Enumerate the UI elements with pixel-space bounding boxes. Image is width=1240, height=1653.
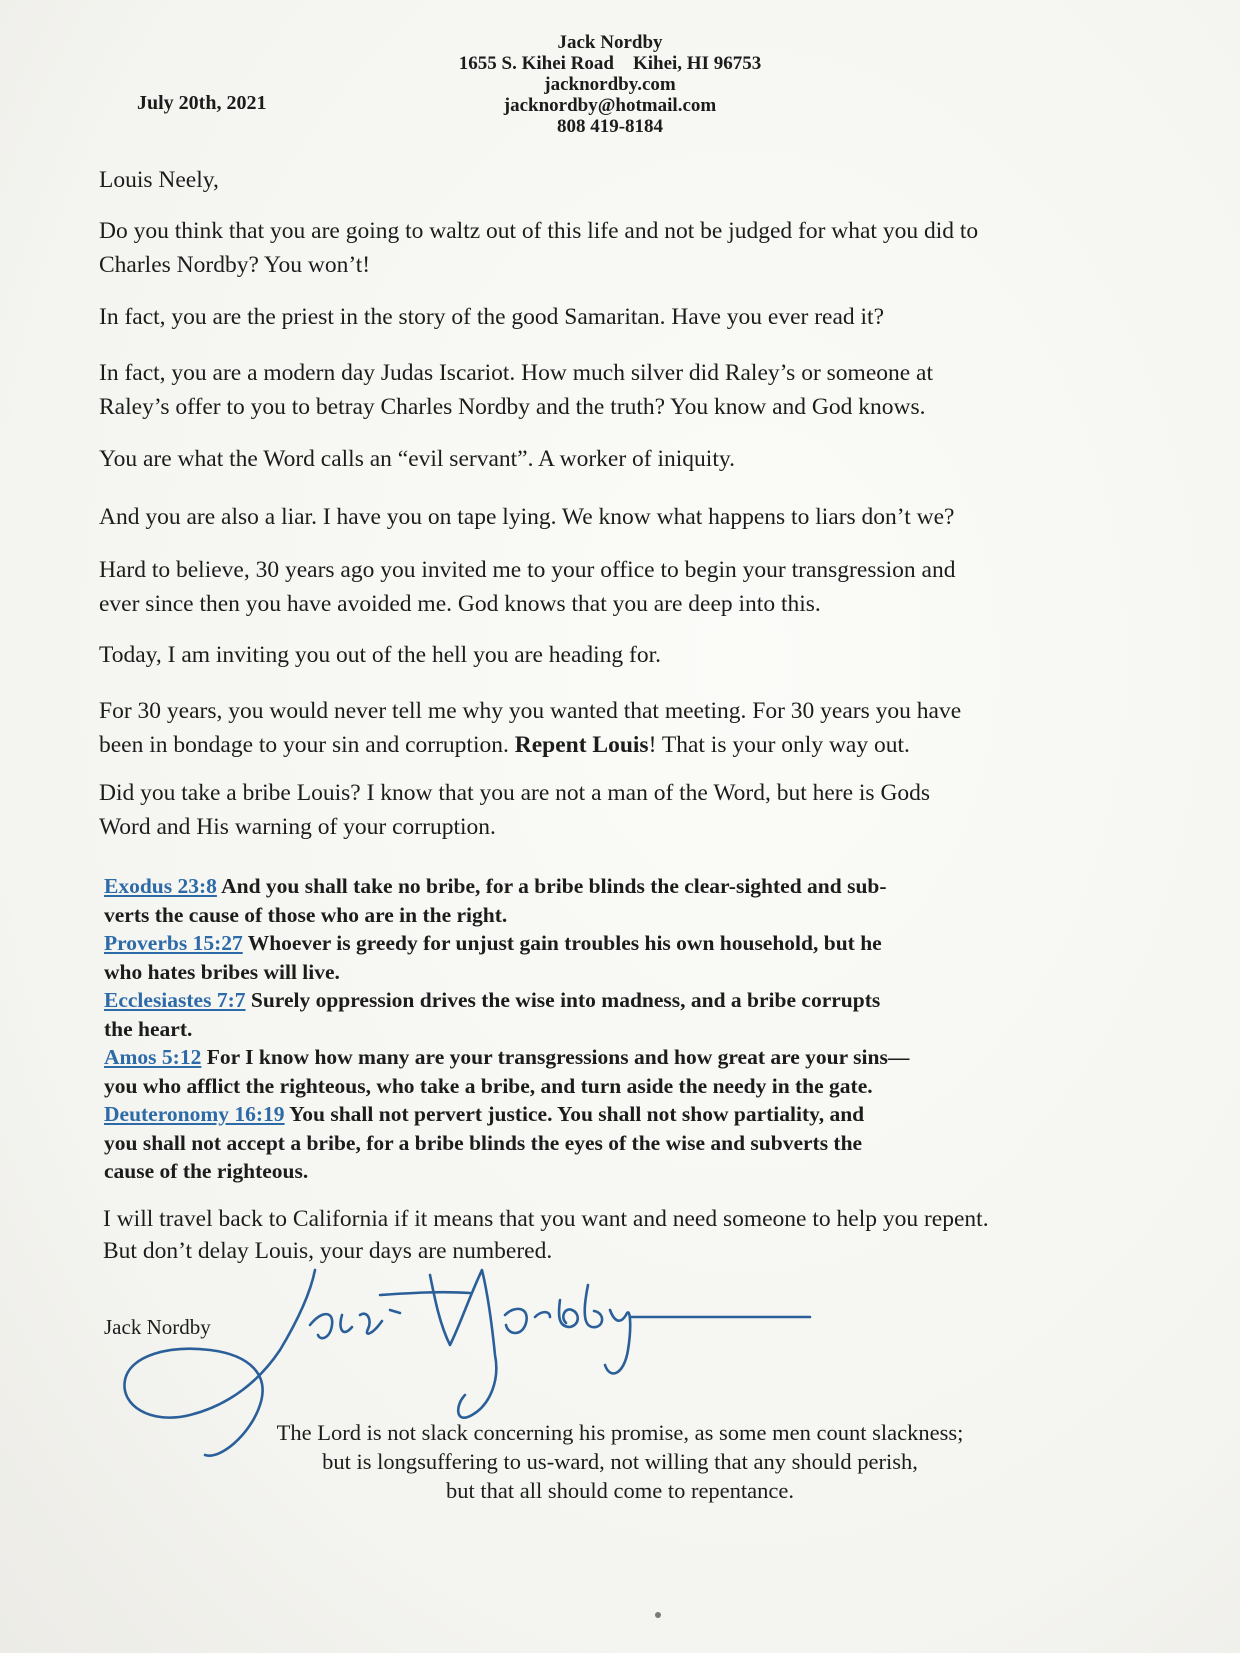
verse-text: you shall not accept a bribe, for a bribe blinds the eyes of the wise and subverts the xyxy=(104,1130,863,1155)
paragraph-line: Raley’s offer to you to betray Charles Nordby and the truth? You know and God knows. xyxy=(99,394,926,420)
verse-text: And you shall take no bribe, for a bribe blinds the clear-sighted and sub- xyxy=(216,874,887,898)
paragraph-line: Did you take a bribe Louis? I know that you are not a man of the Word, but here is Gods xyxy=(99,780,931,806)
letterhead-address: 1655 S. Kihei Road Kihei, HI 96753 xyxy=(458,53,762,74)
verse-link[interactable]: Ecclesiastes 7:7 xyxy=(104,988,246,1012)
scripture-list xyxy=(104,872,1114,1186)
verse-link[interactable]: Deuteronomy 16:19 xyxy=(104,1102,285,1126)
letter-date: July 20th, 2021 xyxy=(137,92,267,114)
letterhead-website: jacknordby.com xyxy=(544,74,676,95)
paragraph-3 xyxy=(99,356,1159,424)
footer-quote xyxy=(180,1418,1060,1505)
verse-link[interactable]: Proverbs 15:27 xyxy=(104,931,243,955)
paragraph-line: Do you think that you are going to waltz out of this life and not be judged for what you did to xyxy=(99,218,979,244)
paragraph-line: Word and His warning of your corruption. xyxy=(99,814,496,840)
quote-line: but that all should come to repentance. xyxy=(445,1478,794,1503)
closing-line: I will travel back to California if it means that you want and need someone to help you repent. xyxy=(103,1206,989,1232)
paragraph-line: ever since then you have avoided me. God knows that you are deep into this. xyxy=(99,591,821,617)
paragraph-2 xyxy=(99,300,1159,334)
verse-link[interactable]: Exodus 23:8 xyxy=(104,874,217,898)
paragraph-line: For 30 years, you would never tell me why you wanted that meeting. For 30 years you have xyxy=(99,698,962,724)
verse-item xyxy=(104,986,1114,1043)
verse-item xyxy=(104,929,1114,986)
verse-text: For I know how many are your transgressions and how great are your sins— xyxy=(201,1045,910,1069)
paragraph-5 xyxy=(99,500,1159,534)
signer-name: Jack Nordby xyxy=(104,1315,211,1339)
verse-text: the heart. xyxy=(104,1016,193,1041)
verse-item xyxy=(104,1043,1114,1100)
verse-text: Surely oppression drives the wise into madness, and a bribe corrupts xyxy=(245,988,881,1012)
paragraph-line: In fact, you are the priest in the story of the good Samaritan. Have you ever read it? xyxy=(99,304,885,330)
closing-line: But don’t delay Louis, your days are numbered. xyxy=(103,1238,553,1264)
verse-item xyxy=(104,1100,1114,1186)
paragraph-line: And you are also a liar. I have you on tape lying. We know what happens to liars don’t we? xyxy=(99,504,955,530)
paragraph-text: ! That is your only way out. xyxy=(648,732,910,758)
paragraph-8 xyxy=(99,694,1159,762)
paragraph-6 xyxy=(99,553,1159,621)
paragraph-1 xyxy=(99,214,1159,282)
verse-text: you who afflict the righteous, who take a bribe, and turn aside the needy in the gate. xyxy=(104,1073,873,1098)
letterhead-email: jacknordby@hotmail.com xyxy=(503,95,717,116)
letterhead xyxy=(380,32,840,137)
verse-text: Whoever is greedy for unjust gain troubles his own household, but he xyxy=(242,931,882,955)
paragraph-line: In fact, you are a modern day Judas Iscariot. How much silver did Raley’s or someone at xyxy=(99,360,934,386)
letterhead-phone: 808 419-8184 xyxy=(556,116,664,137)
verse-link[interactable]: Amos 5:12 xyxy=(104,1045,202,1069)
paragraph-4 xyxy=(99,442,1159,476)
letterhead-name: Jack Nordby xyxy=(557,32,663,53)
paragraph-line: Hard to believe, 30 years ago you invited me to your office to begin your transgression and xyxy=(99,557,956,583)
paragraph-line: Today, I am inviting you out of the hell you are heading for. xyxy=(99,642,662,668)
repent-emphasis: Repent Louis xyxy=(514,732,649,758)
paragraph-line: Charles Nordby? You won’t! xyxy=(99,252,371,278)
quote-line: The Lord is not slack concerning his promise, as some men count slackness; xyxy=(276,1420,964,1445)
quote-line: but is longsuffering to us-ward, not willing that any should perish, xyxy=(322,1449,918,1474)
verse-item xyxy=(104,872,1114,929)
verse-text: who hates bribes will live. xyxy=(104,959,340,984)
verse-text: verts the cause of those who are in the right. xyxy=(104,902,508,927)
paragraph-9 xyxy=(99,776,1159,844)
paragraph-line: You are what the Word calls an “evil servant”. A worker of iniquity. xyxy=(99,446,735,472)
verse-text: cause of the righteous. xyxy=(104,1159,309,1183)
paragraph-text: been in bondage to your sin and corruption. xyxy=(99,732,515,758)
paragraph-7 xyxy=(99,638,1159,672)
verse-text: You shall not pervert justice. You shall not show partiality, and xyxy=(284,1102,865,1126)
paragraph-line xyxy=(99,728,1159,762)
salutation: Louis Neely, xyxy=(99,167,219,193)
paper-speck xyxy=(655,1612,661,1618)
